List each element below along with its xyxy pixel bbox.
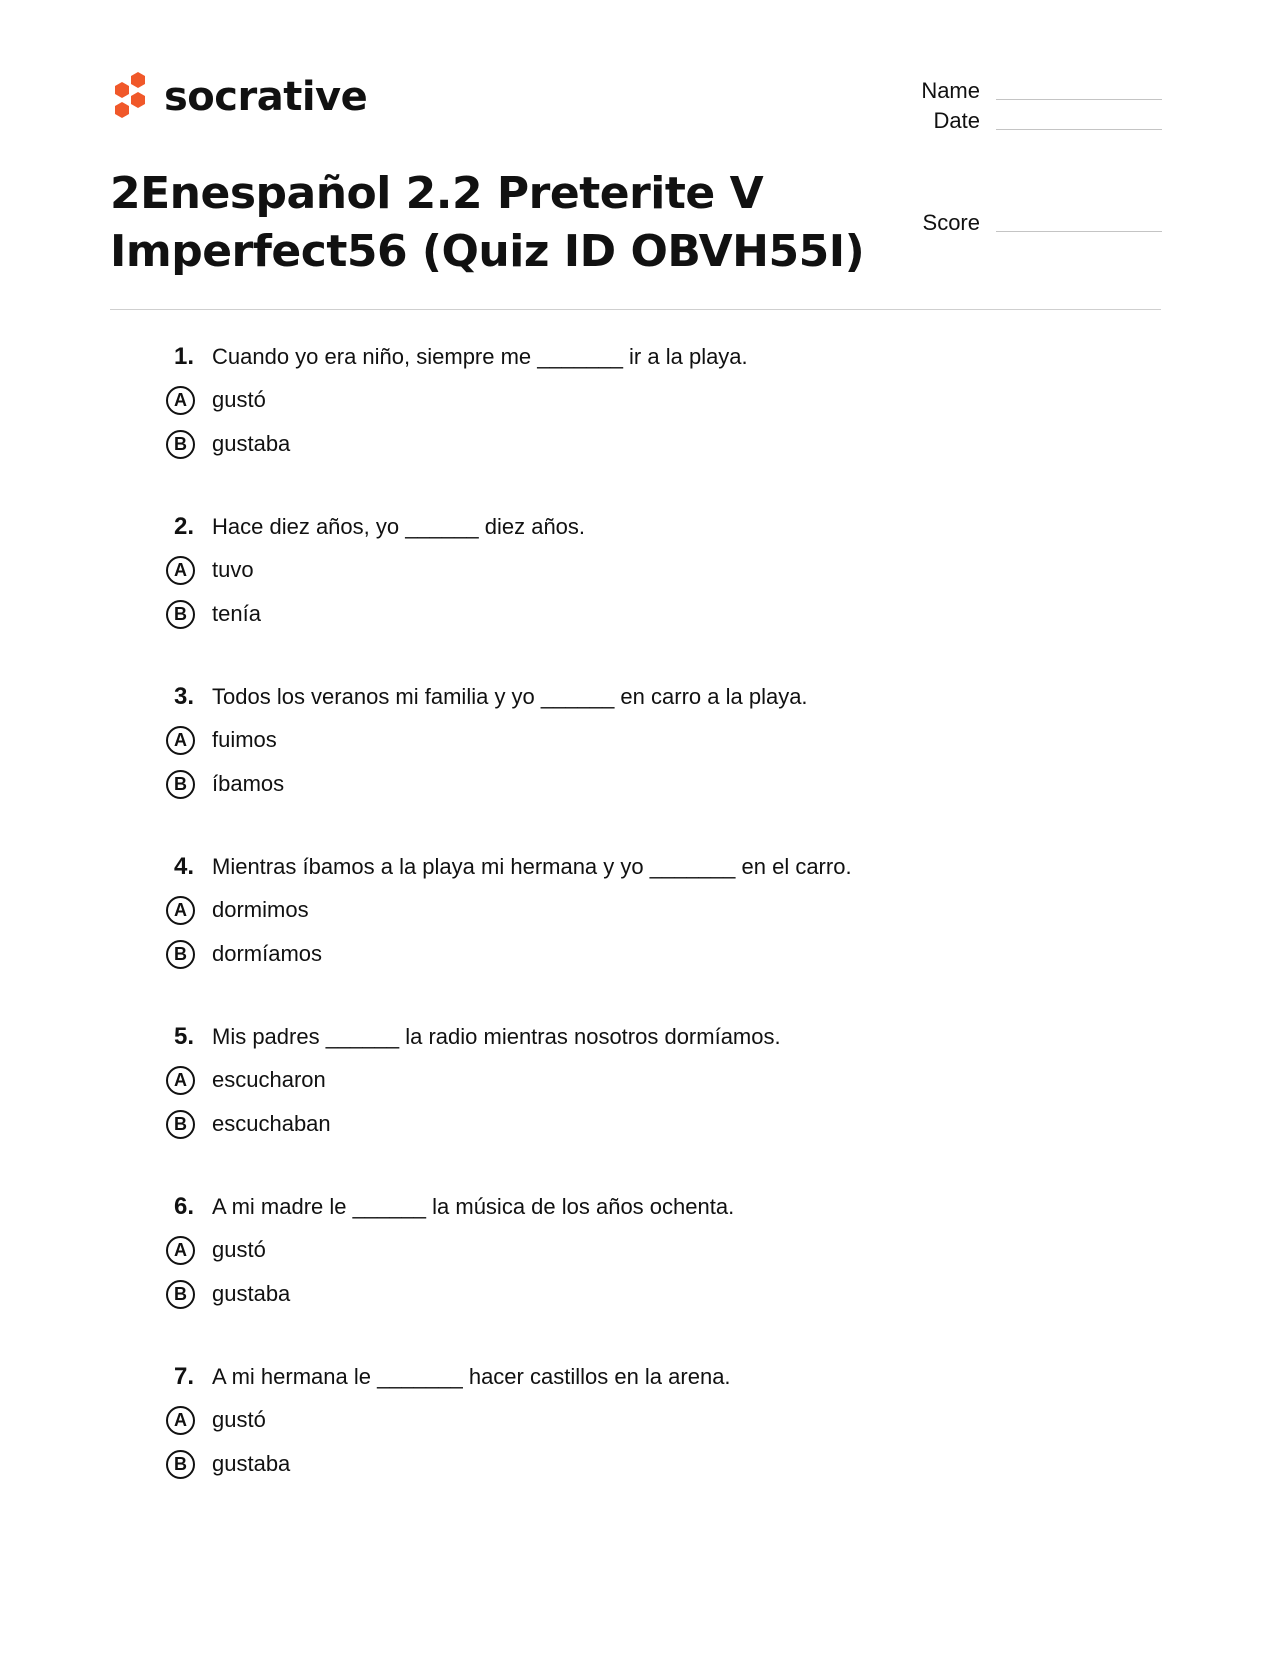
question-text: Cuando yo era niño, siempre me _______ ir a la playa. [212,344,748,369]
option-text: gustó [212,387,266,412]
option-text: gustaba [212,431,291,456]
option-text: dormimos [212,897,309,922]
option-letter-circle: A [166,896,195,925]
option-b[interactable] [0,1447,700,1481]
option-b[interactable] [0,427,700,461]
question-number: 6. [173,1193,194,1220]
option-b[interactable] [0,1107,700,1141]
option-letter-circle: A [166,726,195,755]
question-text: A mi hermana le _______ hacer castillos en la arena. [212,1364,731,1389]
question-number: 4. [173,853,194,880]
socrative-logo [110,70,367,124]
header-divider [110,309,1161,310]
option-text: tenía [212,601,261,626]
question-text: Todos los veranos mi familia y yo ______ en carro a la playa. [212,684,808,709]
option-letter-circle: B [166,430,195,459]
option-text: gustó [212,1237,266,1262]
question-text: Hace diez años, yo ______ diez años. [212,514,586,539]
option-a[interactable] [0,723,700,757]
option-a[interactable] [0,1403,700,1437]
question-1 [0,342,1275,512]
question-2 [0,512,1275,682]
option-text: gustaba [212,1281,291,1306]
option-b[interactable] [0,937,700,971]
option-text: fuimos [212,727,277,752]
option-text: escucharon [212,1067,326,1092]
option-a[interactable] [0,1063,700,1097]
question-6 [0,1192,1275,1362]
option-b[interactable] [0,1277,700,1311]
score-label: Score [922,210,980,235]
date-label: Date [933,108,980,133]
option-letter-circle: B [166,1280,195,1309]
question-number: 1. [173,343,194,370]
hexagon-cluster-icon [110,70,150,124]
question-text: Mis padres ______ la radio mientras nosotros dormíamos. [212,1024,781,1049]
name-line[interactable] [996,99,1162,100]
option-text: gustó [212,1407,266,1432]
option-letter-circle: A [166,386,195,415]
name-label: Name [921,78,980,103]
option-text: tuvo [212,557,254,582]
question-number: 7. [173,1363,194,1390]
option-text: escuchaban [212,1111,331,1136]
question-list [0,342,1275,1532]
name-field[interactable] [880,78,1162,104]
option-letter-circle: B [166,600,195,629]
question-5 [0,1022,1275,1192]
option-b[interactable] [0,767,700,801]
question-text: Mientras íbamos a la playa mi hermana y yo _______ en el carro. [212,854,852,879]
option-a[interactable] [0,553,700,587]
question-3 [0,682,1275,852]
option-letter-circle: B [166,940,195,969]
score-line[interactable] [996,231,1162,232]
quiz-title: 2Enespañol 2.2 Preterite V Imperfect56 (Quiz ID OBVH55I) [110,168,865,277]
score-field[interactable] [880,210,1162,236]
question-4 [0,852,1275,1022]
date-line[interactable] [996,129,1162,130]
option-letter-circle: A [166,1066,195,1095]
brand-name: socrative [164,74,368,120]
option-b[interactable] [0,597,700,631]
option-a[interactable] [0,383,700,417]
question-number: 2. [173,513,194,540]
option-letter-circle: A [166,1406,195,1435]
option-letter-circle: A [166,1236,195,1265]
question-number: 5. [173,1023,194,1050]
option-text: íbamos [212,771,285,796]
option-letter-circle: A [166,556,195,585]
option-letter-circle: B [166,1110,195,1139]
option-letter-circle: B [166,1450,195,1479]
date-field[interactable] [880,108,1162,134]
question-number: 3. [173,683,194,710]
option-letter-circle: B [166,770,195,799]
option-text: dormíamos [212,941,323,966]
option-a[interactable] [0,893,700,927]
option-a[interactable] [0,1233,700,1267]
question-text: A mi madre le ______ la música de los años ochenta. [212,1194,735,1219]
option-text: gustaba [212,1451,291,1476]
question-7 [0,1362,1275,1532]
